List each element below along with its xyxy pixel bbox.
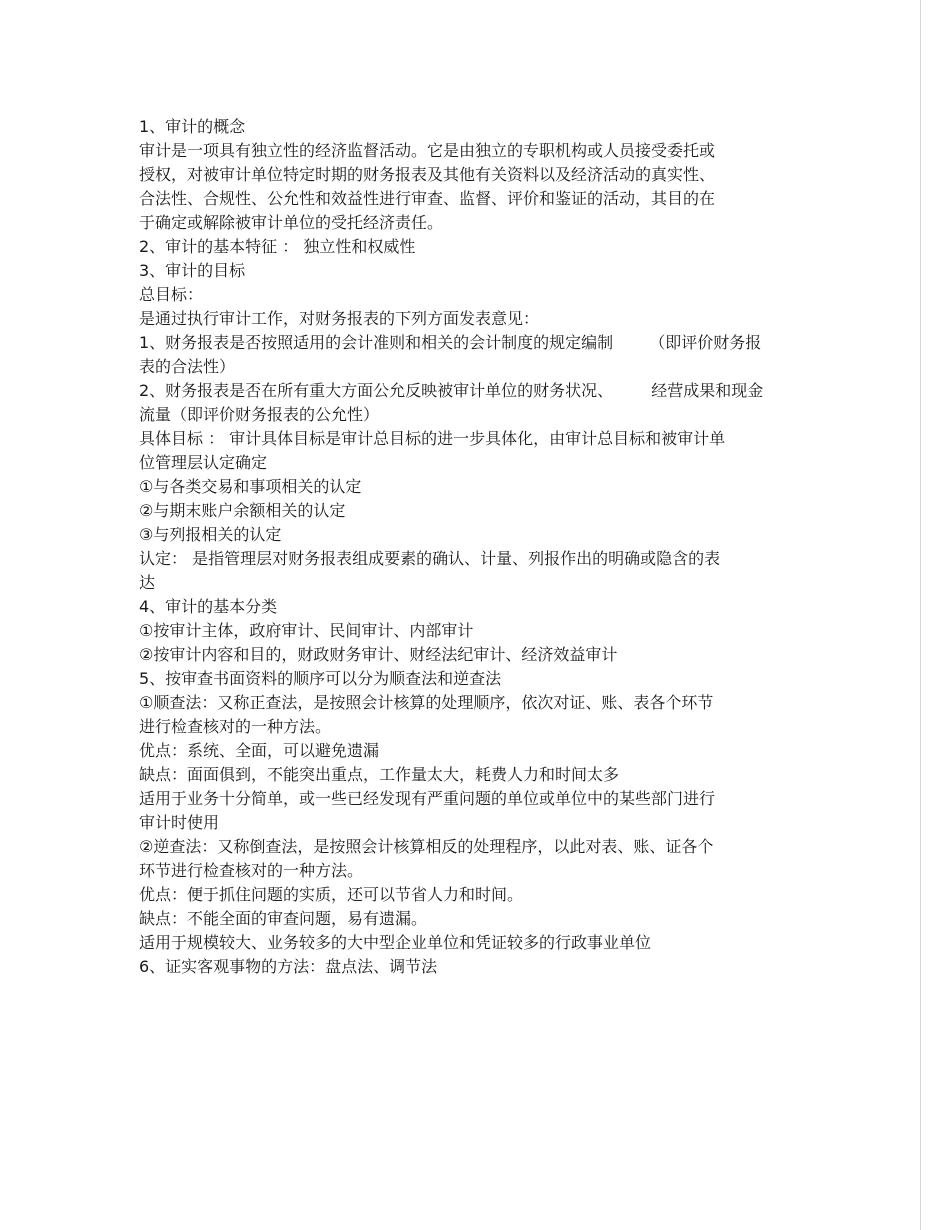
paragraph-line: 环节进行检查核对的一种方法。 [139, 861, 364, 880]
list-item: ①按审计主体，政府审计、民间审计、内部审计 [139, 621, 474, 640]
paragraph-line: 于确定或解除被审计单位的受托经济责任。 [139, 213, 444, 232]
list-item: ②按审计内容和目的，财政财务审计、财经法纪审计、经济效益审计 [139, 645, 618, 664]
paragraph-line: 优点：系统、全面，可以避免遗漏 [139, 741, 380, 760]
heading-4: 4、审计的基本分类 [139, 597, 278, 616]
paragraph-line: 授权，对被审计单位特定时期的财务报表及其他有关资料以及经济活动的真实性、 [139, 165, 716, 184]
paragraph-line: 审计是一项具有独立性的经济监督活动。它是由独立的专职机构或人员接受委托或 [139, 141, 716, 160]
line-text: 1、财务报表是否按照适用的会计准则和相关的会计制度的规定编制 [139, 333, 614, 352]
paragraph-line: 进行检查核对的一种方法。 [139, 717, 332, 736]
heading-5: 5、按审查书面资料的顺序可以分为顺查法和逆查法 [139, 669, 502, 688]
paragraph-line: 适用于业务十分简单，或一些已经发现有严重问题的单位或单位中的某些部门进行 [139, 789, 716, 808]
heading-1: 1、审计的概念 [139, 117, 246, 136]
heading-2: 2、审计的基本特征 ： 独立性和权威性 [139, 237, 416, 256]
paragraph-line: 适用于规模较大、业务较多的大中型企业单位和凭证较多的行政事业单位 [139, 933, 652, 952]
paragraph-line: 位管理层认定确定 [139, 453, 268, 472]
paragraph-line: 流量（即评价财务报表的公允性） [139, 405, 380, 424]
paragraph-line: ②逆查法：又称倒查法，是按照会计核算相反的处理程序，以此对表、账、证各个 [139, 837, 714, 856]
line-text: 2、财务报表是否在所有重大方面公允反映被审计单位的财务状况、 [139, 381, 614, 400]
line-tail: 经营成果和现金 [651, 381, 764, 400]
list-item: ②与期末账户余额相关的认定 [139, 501, 346, 520]
paragraph-line [139, 331, 811, 355]
paragraph-line: 是通过执行审计工作，对财务报表的下列方面发表意见： [139, 309, 540, 328]
paragraph-line: ①顺查法：又称正查法，是按照会计核算的处理顺序，依次对证、账、表各个环节 [139, 693, 714, 712]
paragraph-line [139, 379, 811, 403]
document-body [139, 115, 811, 979]
paragraph-line: 表的合法性） [139, 357, 236, 376]
page-edge-divider [920, 0, 921, 1230]
heading-6: 6、证实客观事物的方法：盘点法、调节法 [139, 957, 438, 976]
paragraph-line: 合法性、合规性、公允性和效益性进行审查、监督、评价和鉴证的活动，其目的在 [139, 189, 716, 208]
heading-3: 3、审计的目标 [139, 261, 246, 280]
line-tail: （即评价财务报 [649, 333, 762, 352]
paragraph-line: 缺点：面面俱到，不能突出重点，工作量太大，耗费人力和时间太多 [139, 765, 620, 784]
paragraph-line: 认定： 是指管理层对财务报表组成要素的确认、计量、列报作出的明确或隐含的表 [139, 549, 721, 568]
list-item: ③与列报相关的认定 [139, 525, 282, 544]
paragraph-line: 审计时使用 [139, 813, 220, 832]
paragraph-line: 具体目标 ： 审计具体目标是审计总目标的进一步具体化，由审计总目标和被审计单 [139, 429, 726, 448]
paragraph-line: 总目标： [139, 285, 204, 304]
list-item: ①与各类交易和事项相关的认定 [139, 477, 362, 496]
paragraph-line: 达 [139, 573, 156, 592]
paragraph-line: 缺点：不能全面的审查问题，易有遗漏。 [139, 909, 428, 928]
paragraph-line: 优点：便于抓住问题的实质，还可以节省人力和时间。 [139, 885, 524, 904]
